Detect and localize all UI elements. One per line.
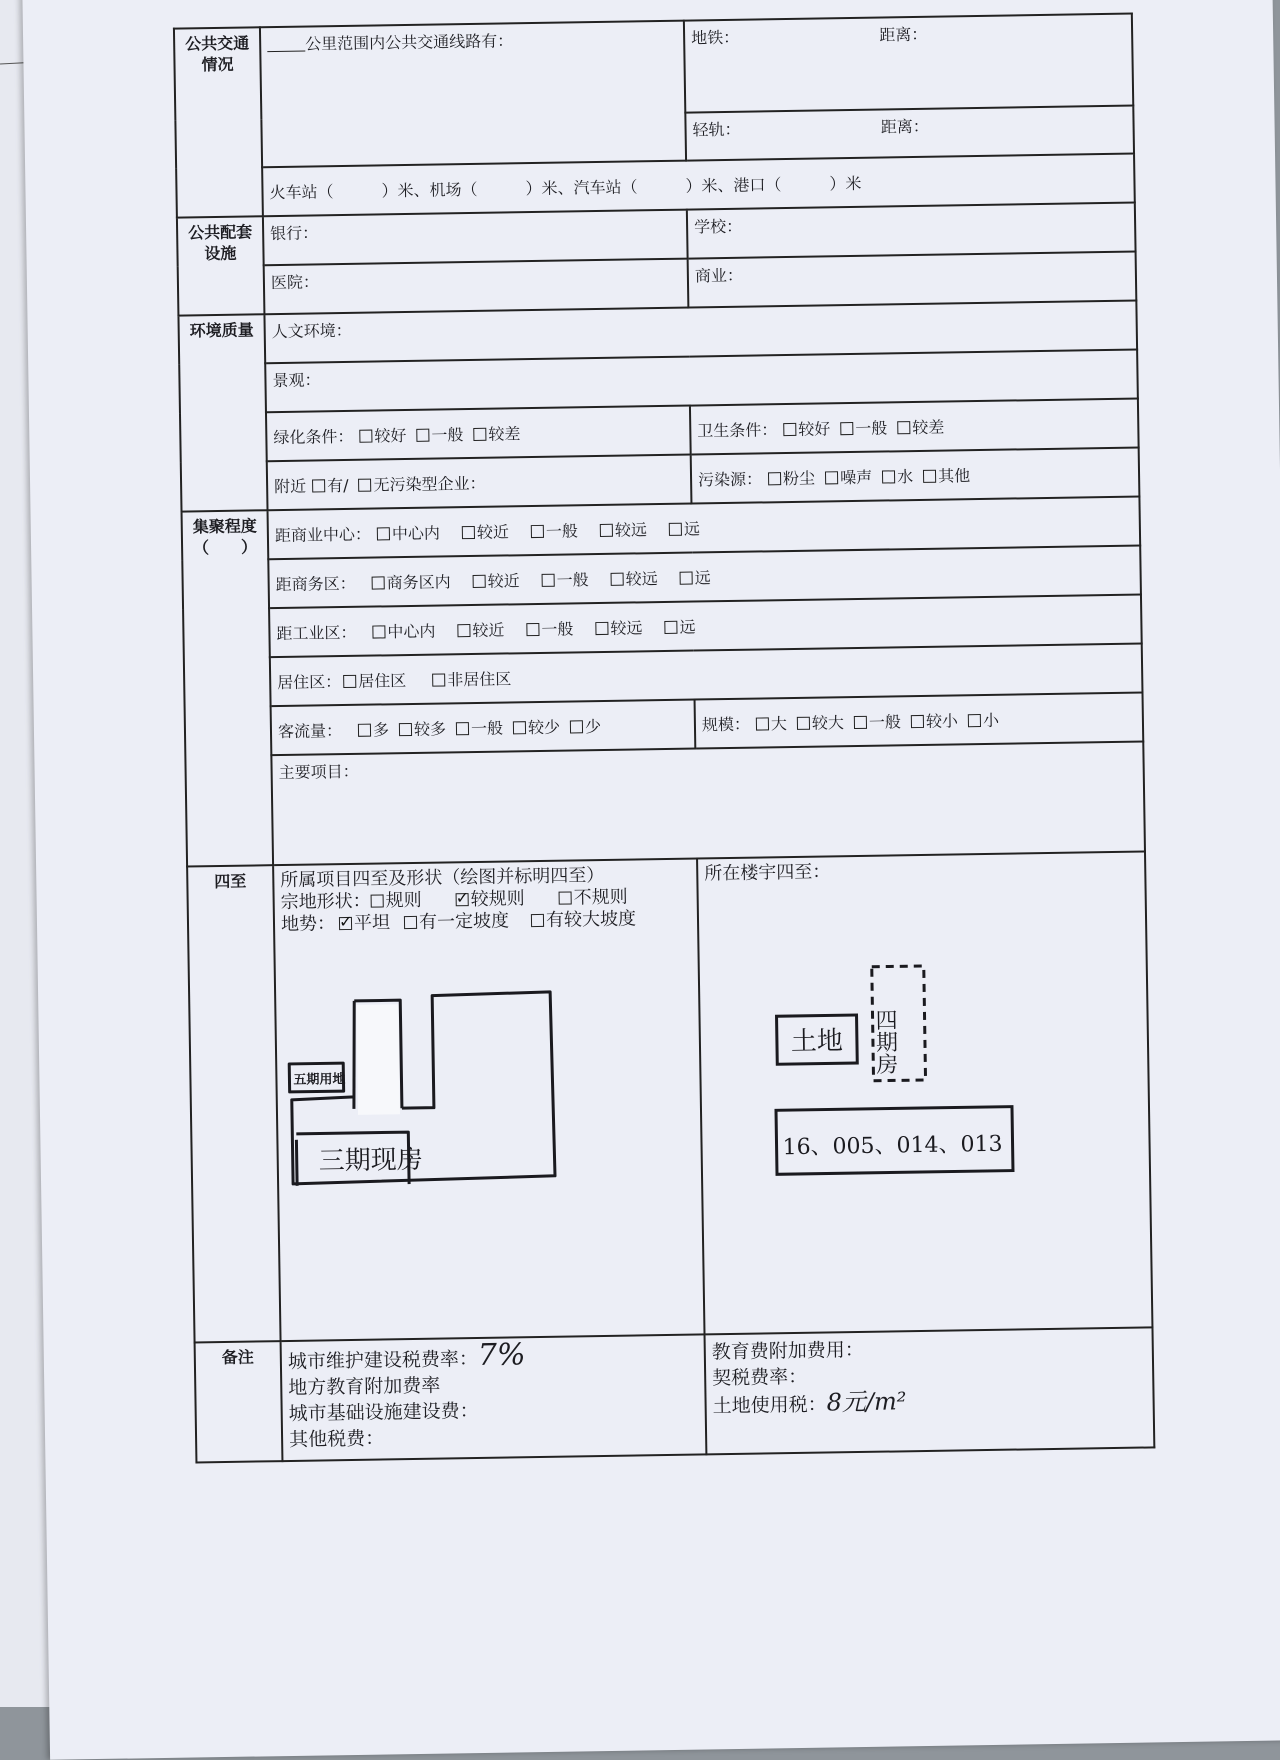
business-district-checkbox-3[interactable] [611, 573, 624, 586]
greening-cell [266, 406, 691, 462]
land-use-label: 土地使用税： [712, 1393, 827, 1418]
residential-option: 非居住区 [447, 669, 512, 690]
industrial-label: 距工业区： [276, 622, 357, 644]
subway-label: 地铁： [691, 27, 740, 48]
sketch-small-label: 五期用地 [293, 1072, 346, 1088]
survey-form-paper [22, 0, 1280, 1760]
business-district-option: 远 [694, 568, 711, 588]
traffic-checkbox-3[interactable] [513, 721, 526, 734]
scale-option: 较大 [811, 713, 845, 733]
scale-option: 较小 [925, 711, 959, 731]
terrain-option: 有较大坡度 [545, 908, 637, 931]
business-center-option: 一般 [545, 521, 579, 541]
urban-tax-value: 7% [477, 1337, 526, 1374]
main-projects-label: 主要项目： [278, 761, 359, 783]
terrain-checkbox-1[interactable] [404, 916, 417, 929]
school-label: 学校： [693, 216, 743, 237]
business-district-checkbox-4[interactable] [680, 572, 693, 585]
infra-label: 城市基础设施建设费： [288, 1400, 479, 1425]
scale-option: 大 [770, 714, 788, 734]
pollution-checkbox-3[interactable] [923, 470, 936, 483]
traffic-label: 客流量： [277, 721, 343, 742]
subway-distance-label: 距离： [879, 24, 928, 45]
hospital-cell [264, 259, 689, 315]
residential-checkbox-1[interactable] [432, 673, 445, 686]
greening-label: 绿化条件： [273, 426, 354, 448]
industrial-checkbox-0[interactable] [372, 625, 385, 638]
routes-label: 公里范围内公共交通线路有： [305, 31, 514, 54]
terrain-label: 地势： [280, 913, 336, 936]
business-district-checkbox-1[interactable] [473, 575, 486, 588]
scale-option: 小 [982, 710, 1000, 730]
business-center-option: 较远 [614, 520, 648, 540]
traffic-checkbox-0[interactable] [358, 724, 371, 737]
terrain-option: 平坦 [353, 912, 391, 934]
industrial-checkbox-3[interactable] [595, 622, 608, 635]
business-center-option: 中心内 [391, 523, 441, 544]
sanitation-option: 一般 [855, 418, 888, 438]
pollution-checkbox-0[interactable] [768, 472, 781, 485]
traffic-checkbox-4[interactable] [570, 720, 583, 733]
industrial-option: 远 [679, 617, 696, 637]
greening-checkbox-1[interactable] [416, 429, 429, 442]
industrial-option: 较近 [472, 620, 505, 641]
pollution-cell [691, 448, 1140, 504]
traffic-checkbox-1[interactable] [399, 723, 412, 736]
greening-option: 较好 [374, 426, 407, 446]
traffic-option: 较多 [413, 719, 447, 739]
scale-checkbox-3[interactable] [911, 715, 924, 728]
business-center-checkbox-0[interactable] [377, 527, 390, 540]
greening-option: 较差 [488, 424, 521, 444]
nearby-checkbox-1[interactable] [358, 479, 371, 492]
bank-label: 银行： [270, 223, 319, 244]
project-title: 所属项目四至及形状（绘图并标明四至） [280, 864, 605, 892]
traffic-option: 一般 [470, 718, 504, 739]
commerce-cell [688, 252, 1137, 308]
terrain-option: 有一定坡度 [418, 910, 510, 933]
school-cell [687, 203, 1136, 259]
shape-option: 不规则 [573, 886, 628, 909]
shape-checkbox-0[interactable] [371, 894, 384, 907]
bank-cell [263, 210, 688, 266]
scale-checkbox-4[interactable] [968, 714, 981, 727]
landscape-label: 景观： [272, 370, 321, 391]
greening-checkbox-0[interactable] [359, 430, 372, 443]
pollution-option: 水 [896, 467, 914, 487]
scale-label: 规模： [701, 714, 751, 735]
lightrail-label: 轻轨： [692, 119, 741, 140]
business-district-checkbox-0[interactable] [372, 576, 385, 589]
scale-checkbox-2[interactable] [854, 716, 867, 729]
nearby-label: 附近 [273, 476, 307, 497]
project-boundaries-cell [273, 859, 704, 1342]
scale-checkbox-1[interactable] [797, 717, 810, 730]
scale-option: 一般 [868, 712, 902, 732]
boundaries-section-label: 四至 [187, 865, 280, 1342]
industrial-option: 较远 [610, 618, 643, 638]
building-title: 所在楼宇四至： [704, 861, 831, 885]
residential-checkbox-0[interactable] [343, 675, 356, 688]
culture-label: 人文环境： [271, 320, 352, 342]
business-district-label: 距商务区： [275, 573, 356, 595]
subway-cell [684, 14, 1133, 113]
residential-option: 居住区 [358, 671, 407, 691]
aggregation-section-sub: （ ） [192, 537, 258, 558]
building-boundaries-cell [697, 851, 1152, 1334]
industrial-checkbox-4[interactable] [664, 621, 677, 634]
pollution-label: 污染源： [697, 469, 763, 490]
sanitation-option: 较好 [798, 419, 831, 439]
traffic-cell [271, 700, 696, 756]
lightrail-distance-label: 距离： [880, 116, 929, 137]
traffic-checkbox-2[interactable] [456, 722, 469, 735]
transport-section-label: 公共交通情况 [174, 27, 263, 217]
sanitation-option: 较差 [912, 417, 945, 438]
sketch-vertical-label: 四期房 [871, 1008, 898, 1075]
traffic-option: 较少 [527, 717, 561, 738]
sanitation-checkbox-0[interactable] [783, 423, 796, 436]
sketch-bottom-label: 16、005、014、013 [782, 1131, 1003, 1161]
project-sketch [282, 953, 707, 1260]
business-center-checkbox-3[interactable] [600, 524, 613, 537]
business-center-option: 远 [683, 519, 701, 539]
industrial-option: 中心内 [387, 621, 436, 642]
land-use-line [712, 1387, 907, 1418]
traffic-option: 少 [584, 716, 602, 737]
sanitation-checkbox-1[interactable] [840, 422, 853, 435]
nearby-cell [267, 455, 692, 511]
business-district-option: 较远 [625, 569, 658, 589]
remarks-section-label: 备注 [195, 1341, 283, 1462]
shape-checkbox-2[interactable] [559, 891, 572, 904]
terrain-line [281, 908, 691, 936]
urban-tax-line [287, 1337, 526, 1374]
business-district-option: 商务区内 [386, 572, 451, 593]
sketch-main-label: 三期现房 [318, 1144, 423, 1177]
business-district-option: 较近 [487, 571, 520, 591]
nearby-option: 有/ [327, 475, 349, 496]
commerce-label: 商业： [694, 265, 744, 286]
scale-cell [695, 692, 1144, 748]
shape-checkbox-1[interactable] [456, 893, 469, 906]
business-center-label: 距商业中心： [274, 524, 372, 546]
terrain-checkbox-0[interactable] [339, 917, 352, 930]
local-edu-label: 地方教育附加费率 [288, 1374, 441, 1399]
shape-option: 规则 [385, 889, 422, 912]
facilities-section-label: 公共配套设施 [177, 216, 265, 315]
sanitation-checkbox-2[interactable] [897, 421, 910, 434]
environment-section-label: 环境质量 [178, 314, 267, 511]
business-district-checkbox-2[interactable] [542, 574, 555, 587]
aggregation-section-label: 集聚程度 （ ） [182, 510, 274, 866]
greening-option: 一般 [431, 425, 464, 445]
building-sketch [706, 946, 1151, 1253]
remarks-right-cell [705, 1327, 1155, 1454]
nearby-checkbox-0[interactable] [312, 479, 325, 492]
pollution-checkbox-1[interactable] [825, 471, 838, 484]
shape-option: 较规则 [470, 888, 525, 911]
industrial-checkbox-2[interactable] [526, 623, 539, 636]
hospital-label: 医院： [270, 272, 320, 293]
business-center-checkbox-1[interactable] [462, 526, 475, 539]
traffic-option: 多 [372, 720, 390, 740]
greening-checkbox-2[interactable] [473, 428, 486, 441]
terrain-checkbox-2[interactable] [531, 914, 544, 927]
main-projects-row [271, 741, 1145, 865]
edu-surcharge-label: 教育费附加费用： [711, 1338, 864, 1364]
business-district-option: 一般 [556, 570, 589, 590]
remarks-left-cell [281, 1334, 707, 1461]
pollution-option: 其他 [937, 466, 971, 486]
urban-tax-label: 城市维护建设税费率： [287, 1348, 479, 1373]
survey-form-table [173, 13, 1155, 1464]
business-center-checkbox-2[interactable] [531, 525, 544, 538]
residential-label: 居住区： [277, 672, 342, 693]
pollution-option: 粉尘 [782, 468, 816, 489]
shape-label: 宗地形状： [280, 890, 371, 914]
scale-checkbox-0[interactable] [756, 717, 769, 730]
transport-routes-cell [260, 21, 686, 168]
sanitation-cell [690, 399, 1139, 455]
deed-tax-label: 契税费率： [712, 1365, 808, 1390]
industrial-checkbox-1[interactable] [457, 624, 470, 637]
pollution-checkbox-2[interactable] [882, 470, 895, 483]
business-center-option: 较近 [476, 522, 510, 542]
other-label: 其他税费： [288, 1427, 385, 1451]
business-center-checkbox-4[interactable] [669, 523, 682, 536]
lightrail-cell [685, 106, 1134, 161]
industrial-option: 一般 [541, 619, 574, 639]
sketch-land-label: 土地 [790, 1026, 844, 1058]
land-use-value: 8元/m² [826, 1387, 907, 1417]
nearby-option: 无污染型企业： [373, 473, 486, 495]
sketch-correction-tape [356, 1004, 400, 1115]
sanitation-label: 卫生条件： [697, 420, 778, 441]
stations-line: 火车站（ ）米、机场（ ）米、汽车站（ ）米、港口（ ）米 [269, 173, 862, 203]
pollution-option: 噪声 [839, 467, 873, 488]
